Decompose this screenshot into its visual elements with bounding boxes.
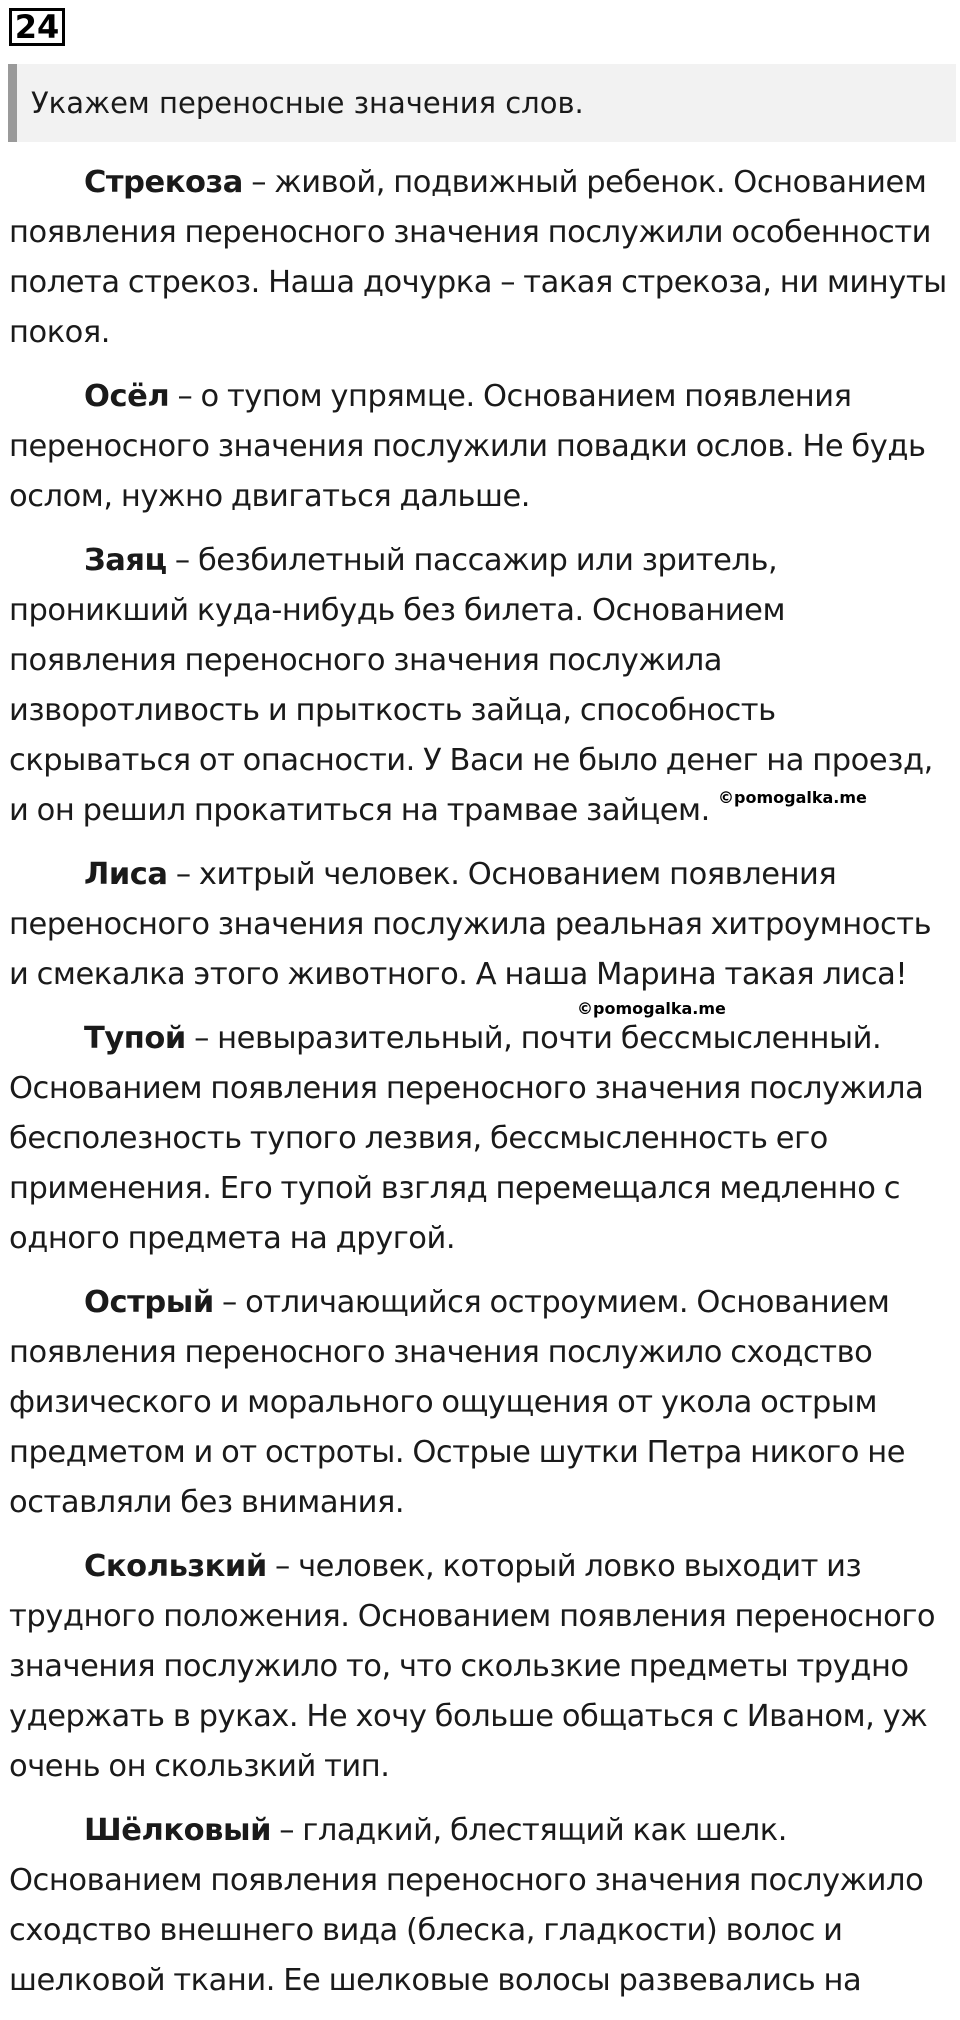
definition-text: – живой, подвижный ребенок. Основанием появления переносного значения послужили особенности полета стрекоз. Наша дочурка – такая стрекоза, ни минуты покоя. [9, 165, 947, 350]
term-osel: Осёл [84, 379, 170, 414]
definition-text: – безбилетный пассажир или зритель, проникший куда-нибудь без билета. Основанием появления переносного значения послужила изворотливость и прыткость зайца, способность скрываться от опасности. У Васи не было денег на проезд, и он решил прокатиться на трамвае зайцем. [9, 543, 933, 828]
task-number-badge: 24 [9, 8, 65, 46]
definition-paragraph [9, 372, 954, 522]
term-ostry: Острый [84, 1285, 214, 1320]
definition-paragraph [9, 850, 954, 1000]
definition-text: – человек, который ловко выходит из трудного положения. Основанием появления переносного значения послужило то, что скользкие предметы трудно удержать в руках. Не хочу больше общаться с Иваном, уж очень он скользкий тип. [9, 1549, 936, 1784]
definitions-list [9, 158, 954, 2020]
definition-text: – отличающийся остроумием. Основанием появления переносного значения послужило сходство физического и морального ощущения от укола острым предметом и от остроты. Острые шутки Петра никого не оставляли без внимания. [9, 1285, 906, 1520]
definition-paragraph [9, 158, 954, 358]
definition-text: – невыразительный, почти бессмысленный. Основанием появления переносного значения послужила бесполезность тупого лезвия, бессмысленность его применения. Его тупой взгляд перемещался медленно с одного предмета на другой. [9, 1021, 924, 1256]
definition-paragraph [9, 1278, 954, 1528]
definition-paragraph [9, 1014, 954, 1264]
term-zayats: Заяц [84, 543, 167, 578]
term-lisa: Лиса [84, 857, 168, 892]
watermark-2: ©pomogalka.me [577, 999, 726, 1018]
term-tupoy: Тупой [84, 1021, 186, 1056]
instruction-callout: Укажем переносные значения слов. [8, 64, 956, 142]
term-skolzkiy: Скользкий [84, 1549, 267, 1584]
definition-paragraph [9, 1542, 954, 1792]
term-shelkovy: Шёлковый [84, 1813, 272, 1848]
definition-text: – гладкий, блестящий как шелк. Основанием появления переносного значения послужило сходство внешнего вида (блеска, гладкости) волос и шелковой ткани. Ее шелковые волосы развевались на [9, 1813, 924, 1998]
definition-text: – хитрый человек. Основанием появления переносного значения послужила реальная хитроумность и смекалка этого животного. А наша Марина такая лиса! [9, 857, 932, 992]
term-strekoza: Стрекоза [84, 165, 243, 200]
definition-text: – о тупом упрямце. Основанием появления переносного значения послужили повадки ослов. Не будь ослом, нужно двигаться дальше. [9, 379, 926, 514]
definition-paragraph [9, 1806, 954, 2006]
watermark-1: ©pomogalka.me [718, 788, 867, 807]
